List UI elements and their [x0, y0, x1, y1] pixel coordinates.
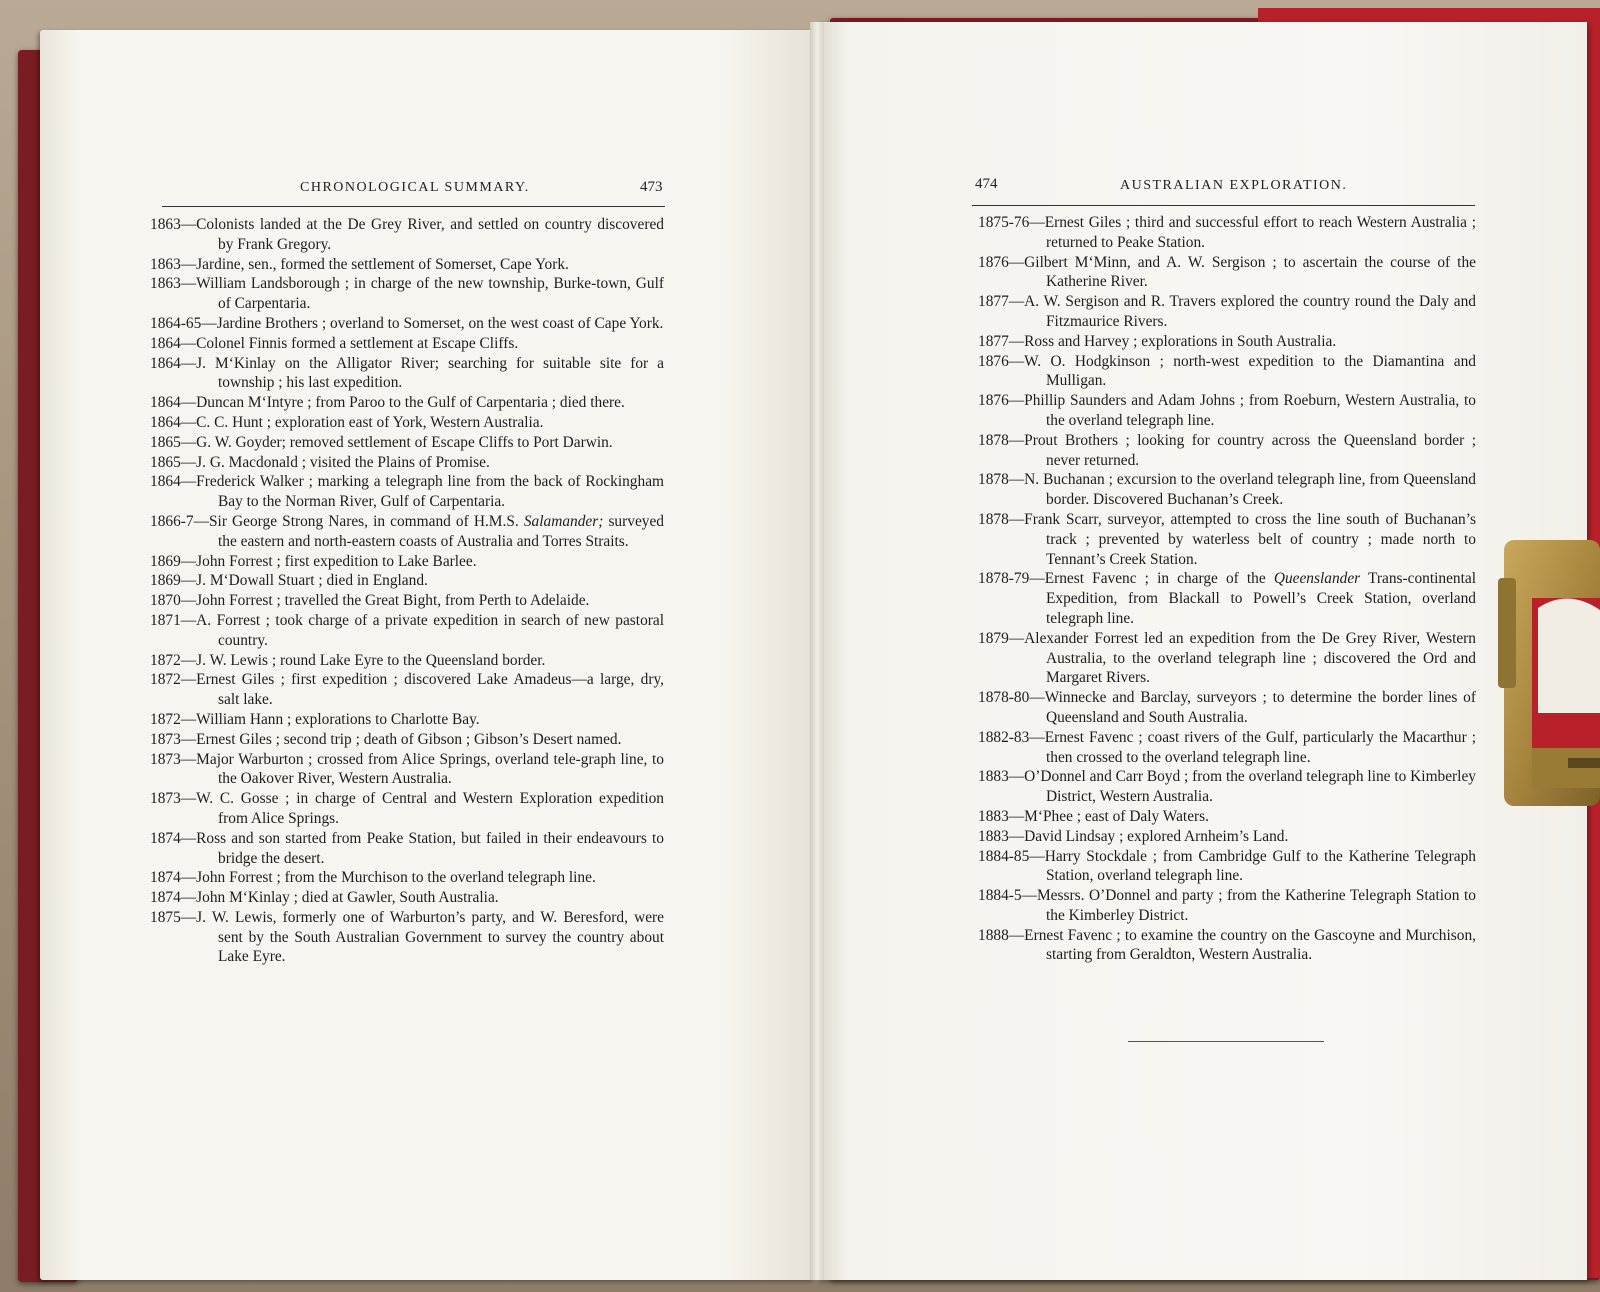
- right-entry-list: [978, 213, 1476, 965]
- left-running-head: CHRONOLOGICAL SUMMARY.: [300, 180, 530, 195]
- entry-text: Ross and Harvey ; explorations in South Australia.: [1024, 332, 1337, 350]
- chronology-entry: 1878—N. Buchanan ; excursion to the overland telegraph line, from Queensland border. Discovered Buchanan’s Creek.: [978, 471, 1476, 509]
- chronology-entry: 1872—J. W. Lewis ; round Lake Eyre to the Queensland border.: [150, 651, 546, 669]
- entry-text: Frank Scarr, surveyor, attempted to cross the line south of Buchanan’s track ; prevented by waterless belt of country ; made north to Tennant’s Creek Station.: [1024, 510, 1476, 568]
- entry-year: 1878: [978, 510, 1009, 528]
- chronology-entry: 1863—Jardine, sen., formed the settlement of Somerset, Cape York.: [150, 255, 569, 273]
- chronology-entry: 1874—Ross and son started from Peake Station, but failed in their endeavours to bridge the desert.: [150, 829, 664, 867]
- chronology-entry: 1873—W. C. Gosse ; in charge of Central and Western Exploration expedition from Alice Springs.: [150, 790, 664, 827]
- chronology-entry: 1864-65—Jardine Brothers ; overland to Somerset, on the west coast of Cape York.: [150, 314, 664, 332]
- chronology-entry: 1864—C. C. Hunt ; exploration east of York, Western Australia.: [150, 413, 544, 431]
- entry-text: Colonel Finnis formed a settlement at Escape Cliffs.: [196, 334, 519, 352]
- entry-year: 1863: [150, 255, 181, 273]
- entry-year: 1878-79: [978, 570, 1030, 588]
- chronology-entry: 1884-5—Messrs. O’Donnel and party ; from the Katherine Telegraph Station to the Kimberley District.: [978, 887, 1476, 924]
- entry-year: 1883: [978, 827, 1009, 845]
- entry-text: O’Donnel and Carr Boyd ; from the overland telegraph line to Kimberley District, Western Australia.: [1024, 768, 1476, 806]
- entry-year: 1884-85: [978, 847, 1030, 865]
- entry-year: 1878-80: [978, 689, 1030, 707]
- chronology-entry: 1882-83—Ernest Favenc ; coast rivers of the Gulf, particularly the Macarthur ; then crossed to the overland telegraph line.: [978, 728, 1476, 766]
- entry-text: Alexander Forrest led an expedition from the De Grey River, Western Australia, to the overland telegraph line ; discovered the Ord and Margaret Rivers.: [1024, 629, 1476, 687]
- entry-text: Phillip Saunders and Adam Johns ; from Roeburn, Western Australia, to the overland telegraph line.: [1024, 392, 1476, 429]
- entry-year: 1871: [150, 611, 181, 629]
- entry-text: A. Forrest ; took charge of a private expedition in search of new pastoral country.: [196, 611, 664, 649]
- entry-year: 1888: [978, 926, 1009, 944]
- entry-text: J. W. Lewis, formerly one of Warburton’s party, and W. Beresford, were sent by the South Australian Government to survey the country about Lake Eyre.: [196, 908, 664, 966]
- entry-text-continued: surveyed the eastern and north-eastern coasts of Australia and Torres Straits.: [218, 512, 665, 550]
- entry-text: G. W. Goyder; removed settlement of Escape Cliffs to Port Darwin.: [196, 433, 613, 451]
- entry-text: John Forrest ; travelled the Great Bight, from Perth to Adelaide.: [196, 592, 590, 610]
- entry-text: Gilbert M‘Minn, and A. W. Sergison ; to ascertain the course of the Katherine River.: [1024, 253, 1476, 291]
- left-header-rule: [162, 206, 665, 207]
- entry-year: 1878: [978, 431, 1009, 449]
- entry-text: William Hann ; explorations to Charlotte Bay.: [196, 710, 480, 728]
- entry-text: C. C. Hunt ; exploration east of York, Western Australia.: [196, 413, 544, 431]
- chronology-entry: 1877—A. W. Sergison and R. Travers explored the country round the Daly and Fitzmaurice Rivers.: [978, 293, 1476, 330]
- entry-year: 1865: [150, 453, 181, 471]
- chronology-entry: 1876—Gilbert M‘Minn, and A. W. Sergison ; to ascertain the course of the Katherine River.: [978, 253, 1476, 291]
- entry-text: Winnecke and Barclay, surveyors ; to determine the border lines of Queensland and South Australia.: [1044, 689, 1476, 726]
- entry-year: 1879: [978, 629, 1009, 647]
- entry-year: 1864: [150, 334, 181, 352]
- entry-text: John Forrest ; from the Murchison to the overland telegraph line.: [196, 869, 596, 887]
- left-entry-list: [150, 215, 664, 967]
- entry-text: William Landsborough ; in charge of the new township, Burke-town, Gulf of Carpentaria.: [196, 275, 664, 313]
- entry-text: J. W. Lewis ; round Lake Eyre to the Queensland border.: [196, 651, 546, 669]
- entry-year: 1865: [150, 433, 181, 451]
- chronology-entry: 1873—Ernest Giles ; second trip ; death of Gibson ; Gibson’s Desert named.: [150, 730, 622, 748]
- chronology-entry: 1878—Prout Brothers ; looking for country across the Queensland border ; never returned.: [978, 431, 1476, 469]
- entry-year: 1874: [150, 869, 181, 887]
- entry-text: Ernest Favenc ; coast rivers of the Gulf, particularly the Macarthur ; then crossed to the overland telegraph line.: [1044, 728, 1476, 766]
- chronology-entry: 1863—Colonists landed at the De Grey River, and settled on country discovered by Frank Gregory.: [150, 216, 664, 253]
- chronology-entry: 1864—Duncan M‘Intyre ; from Paroo to the Gulf of Carpentaria ; died there.: [150, 394, 625, 412]
- entry-year: 1876: [978, 392, 1009, 410]
- entry-text: David Lindsay ; explored Arnheim’s Land.: [1024, 827, 1289, 845]
- entry-text: A. W. Sergison and R. Travers explored the country round the Daly and Fitzmaurice Rivers.: [1024, 293, 1476, 330]
- entry-year: 1875: [150, 908, 181, 926]
- chronology-entry: 1874—John M‘Kinlay ; died at Gawler, South Australia.: [150, 889, 499, 907]
- chronology-entry: 1874—John Forrest ; from the Murchison to the overland telegraph line.: [150, 869, 596, 887]
- entry-text: Major Warburton ; crossed from Alice Springs, overland tele-graph line, to the Oakover River, Western Australia.: [196, 750, 664, 788]
- entry-year: 1873: [150, 790, 181, 808]
- chronology-entry: 1883—M‘Phee ; east of Daly Waters.: [978, 807, 1209, 825]
- chronology-entry: 1864—Colonel Finnis formed a settlement at Escape Cliffs.: [150, 334, 519, 352]
- entry-text-continued: Trans-continental Expedition, from Blackall to Powell’s Creek Station, overland telegraph line.: [1046, 570, 1477, 627]
- entry-year: 1878: [978, 471, 1009, 489]
- entry-text: Messrs. O’Donnel and party ; from the Katherine Telegraph Station to the Kimberley District.: [1037, 887, 1476, 924]
- chronology-entry: 1865—J. G. Macdonald ; visited the Plains of Promise.: [150, 453, 490, 471]
- entry-year: 1864: [150, 413, 181, 431]
- entry-year: 1873: [150, 730, 181, 748]
- entry-year: 1874: [150, 889, 181, 907]
- chronology-entry: 1875—J. W. Lewis, formerly one of Warburton’s party, and W. Beresford, were sent by the South Australian Government to survey the country about Lake Eyre.: [150, 908, 664, 966]
- chronology-entry: 1878-80—Winnecke and Barclay, surveyors ; to determine the border lines of Queensland and South Australia.: [978, 689, 1476, 726]
- entry-year: 1869: [150, 552, 181, 570]
- entry-text: J. M‘Kinlay on the Alligator River; searching for suitable site for a township ; his last expedition.: [196, 354, 664, 392]
- chronology-entry: 1883—David Lindsay ; explored Arnheim’s Land.: [978, 827, 1289, 845]
- chronology-entry: 1865—G. W. Goyder; removed settlement of Escape Cliffs to Port Darwin.: [150, 433, 613, 451]
- chronology-entry: 1873—Major Warburton ; crossed from Alice Springs, overland tele-graph line, to the Oakover River, Western Australia.: [150, 750, 664, 788]
- entry-year: 1876: [978, 352, 1009, 370]
- entry-text: J. G. Macdonald ; visited the Plains of Promise.: [196, 453, 490, 471]
- chronology-entry: 1870—John Forrest ; travelled the Great Bight, from Perth to Adelaide.: [150, 592, 590, 610]
- chronology-entry: 1878—Frank Scarr, surveyor, attempted to cross the line south of Buchanan’s track ; prevented by waterless belt of country ; made north to Tennant’s Creek Station.: [978, 510, 1476, 568]
- entry-text: Duncan M‘Intyre ; from Paroo to the Gulf of Carpentaria ; died there.: [196, 394, 625, 412]
- entry-year: 1876: [978, 253, 1009, 271]
- chronology-entry: 1866-7—Sir George Strong Nares, in command of H.M.S. Salamander; surveyed the eastern and north-eastern coasts of Australia and Torres Straits.: [150, 512, 665, 550]
- entry-text: John M‘Kinlay ; died at Gawler, South Australia.: [196, 889, 499, 907]
- entry-year: 1870: [150, 592, 181, 610]
- entry-year: 1864: [150, 394, 181, 412]
- entry-year: 1877: [978, 293, 1009, 311]
- chronology-entry: 1872—Ernest Giles ; first expedition ; discovered Lake Amadeus—a large, dry, salt lake.: [150, 671, 664, 709]
- brass-page-clip-icon: [1498, 538, 1600, 808]
- entry-text: Ross and son started from Peake Station, but failed in their endeavours to bridge the desert.: [196, 829, 664, 867]
- entry-text: Ernest Favenc ; to examine the country on the Gascoyne and Murchison, starting from Geraldton, Western Australia.: [1024, 926, 1476, 964]
- chronology-entry: 1878-79—Ernest Favenc ; in charge of the Queenslander Trans-continental Expedition, from Blackall to Powell’s Creek Station, overland telegraph line.: [978, 570, 1477, 627]
- chronology-entry: 1863—William Landsborough ; in charge of the new township, Burke-town, Gulf of Carpentaria.: [150, 275, 664, 313]
- entry-year: 1869: [150, 572, 181, 590]
- entry-text: Jardine, sen., formed the settlement of Somerset, Cape York.: [196, 255, 569, 273]
- entry-year: 1877: [978, 332, 1009, 350]
- entry-text: W. C. Gosse ; in charge of Central and Western Exploration expedition from Alice Springs.: [196, 790, 664, 827]
- chronology-entry: 1884-85—Harry Stockdale ; from Cambridge Gulf to the Katherine Telegraph Station, overland telegraph line.: [978, 847, 1476, 885]
- entry-year: 1864: [150, 473, 181, 491]
- end-rule: [1128, 1041, 1324, 1042]
- entry-year: 1866-7: [150, 512, 194, 530]
- entry-text: Ernest Giles ; first expedition ; discovered Lake Amadeus—a large, dry, salt lake.: [196, 671, 664, 709]
- entry-year: 1882-83: [978, 728, 1030, 746]
- entry-text: Sir George Strong Nares, in command of H.M.S.: [209, 512, 524, 530]
- entry-italic-title: Queenslander: [1273, 570, 1361, 588]
- book-gutter: [810, 22, 824, 1280]
- entry-text: W. O. Hodgkinson ; north-west expedition to the Diamantina and Mulligan.: [1024, 352, 1476, 390]
- chronology-entry: 1864—Frederick Walker ; marking a telegraph line from the back of Rockingham Bay to the Norman River, Gulf of Carpentaria.: [150, 473, 664, 511]
- right-page-number: 474: [975, 176, 998, 192]
- chronology-entry: 1869—J. M‘Dowall Stuart ; died in England.: [150, 572, 428, 590]
- entry-year: 1863: [150, 216, 181, 233]
- entry-text: Ernest Giles ; second trip ; death of Gibson ; Gibson’s Desert named.: [196, 730, 622, 748]
- right-header-rule: [972, 205, 1475, 206]
- entry-year: 1883: [978, 768, 1009, 786]
- entry-year: 1872: [150, 671, 181, 689]
- chronology-entry: 1871—A. Forrest ; took charge of a private expedition in search of new pastoral country.: [150, 611, 664, 649]
- entry-year: 1872: [150, 651, 181, 669]
- chronology-entry: 1876—W. O. Hodgkinson ; north-west expedition to the Diamantina and Mulligan.: [978, 352, 1476, 390]
- chronology-entry: 1876—Phillip Saunders and Adam Johns ; from Roeburn, Western Australia, to the overland telegraph line.: [978, 392, 1476, 429]
- chronology-entry: 1869—John Forrest ; first expedition to Lake Barlee.: [150, 552, 477, 570]
- right-running-head: AUSTRALIAN EXPLORATION.: [1120, 178, 1348, 193]
- entry-text: Prout Brothers ; looking for country across the Queensland border ; never returned.: [1024, 431, 1476, 469]
- entry-italic-title: Salamander;: [523, 512, 604, 530]
- entry-year: 1884-5: [978, 887, 1022, 905]
- entry-text: Jardine Brothers ; overland to Somerset, on the west coast of Cape York.: [216, 314, 664, 332]
- entry-text: Ernest Giles ; third and successful effort to reach Western Australia ; returned to Peake Station.: [1044, 214, 1476, 251]
- entry-year: 1864-65: [150, 314, 202, 332]
- chronology-entry: 1875-76—Ernest Giles ; third and successful effort to reach Western Australia ; returned to Peake Station.: [978, 214, 1476, 251]
- entry-text: Colonists landed at the De Grey River, and settled on country discovered by Frank Gregory.: [196, 216, 664, 253]
- entry-year: 1872: [150, 710, 181, 728]
- entry-year: 1863: [150, 275, 181, 293]
- left-page-number: 473: [640, 179, 663, 195]
- chronology-entry: 1872—William Hann ; explorations to Charlotte Bay.: [150, 710, 480, 728]
- entry-year: 1864: [150, 354, 181, 372]
- chronology-entry: 1888—Ernest Favenc ; to examine the country on the Gascoyne and Murchison, starting from Geraldton, Western Australia.: [978, 926, 1476, 964]
- entry-year: 1883: [978, 807, 1009, 825]
- chronology-entry: 1883—O’Donnel and Carr Boyd ; from the overland telegraph line to Kimberley District, Western Australia.: [978, 768, 1476, 806]
- entry-year: 1873: [150, 750, 181, 768]
- chronology-entry: 1879—Alexander Forrest led an expedition from the De Grey River, Western Australia, to the overland telegraph line ; discovered the Ord and Margaret Rivers.: [978, 629, 1476, 687]
- entry-text: M‘Phee ; east of Daly Waters.: [1024, 807, 1209, 825]
- chronology-entry: 1877—Ross and Harvey ; explorations in South Australia.: [978, 332, 1337, 350]
- entry-text: N. Buchanan ; excursion to the overland telegraph line, from Queensland border. Discovered Buchanan’s Creek.: [1024, 471, 1476, 509]
- entry-year: 1875-76: [978, 214, 1030, 231]
- entry-text: J. M‘Dowall Stuart ; died in England.: [196, 572, 428, 590]
- entry-text: Harry Stockdale ; from Cambridge Gulf to the Katherine Telegraph Station, overland telegraph line.: [1044, 847, 1476, 885]
- entry-text: Frederick Walker ; marking a telegraph line from the back of Rockingham Bay to the Norman River, Gulf of Carpentaria.: [196, 473, 664, 511]
- entry-year: 1874: [150, 829, 181, 847]
- entry-text: Ernest Favenc ; in charge of the: [1044, 570, 1274, 588]
- chronology-entry: 1864—J. M‘Kinlay on the Alligator River; searching for suitable site for a township ; his last expedition.: [150, 354, 664, 392]
- entry-text: John Forrest ; first expedition to Lake Barlee.: [196, 552, 477, 570]
